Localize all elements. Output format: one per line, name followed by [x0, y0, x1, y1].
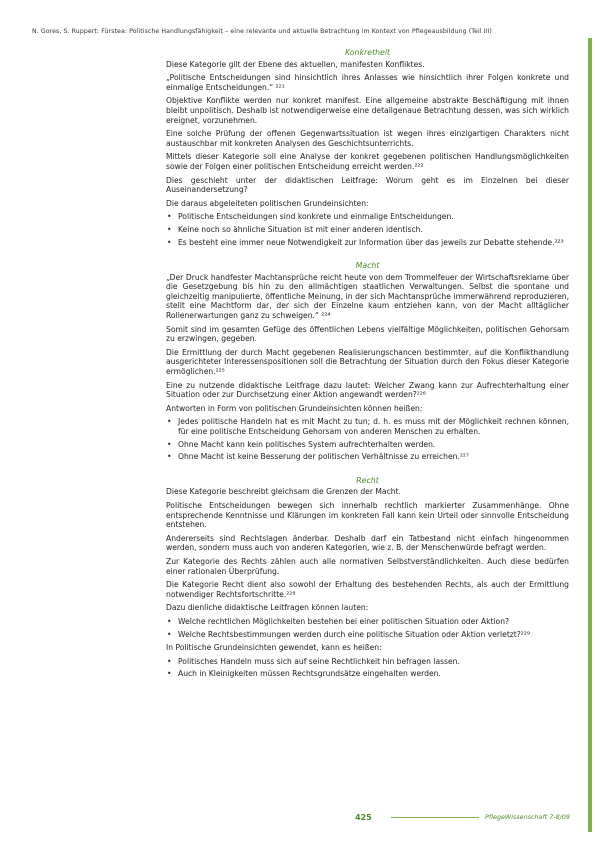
paragraph: Diese Kategorie beschreibt gleichsam die Grenzen der Macht.	[166, 487, 401, 497]
paragraph: Somit sind im gesamten Gefüge des öffentlichen Lebens vielfältige Möglichkeiten, politischen Gehorsam zu erzwingen, gegeben.	[166, 324, 569, 344]
bullet-item: • Keine noch so ähnliche Situation ist mit einer anderen identisch.	[166, 225, 569, 235]
paragraph: „Der Druck handfester Machtansprüche reicht heute von dem Trommelfeuer der Wirtschaftsreklame über die Gesetzgebung bis hin zu den allmächtigen staatlichen Verwaltungen. Selbst die spontane und gleichzeitig manipulierte, öffentliche Meinung, in der sich Machtansprüche immerwährend reproduzieren, stellt eine Machtform dar, der sich der Einzelne kaum entziehen kann, von der Macht alltäglicher Rollenerwartungen ganz zu schweigen.“ ²²⁴	[166, 272, 569, 321]
page-number: 425	[355, 812, 372, 822]
bullet-item: • Welche Rechtsbestimmungen werden durch eine politische Situation oder Aktion verletzt?²²⁹	[166, 630, 569, 640]
paragraph: In Politische Grundeinsichten gewendet, kann es heißen:	[166, 643, 382, 653]
bullet-list	[166, 417, 569, 461]
bullet-item: • Es besteht eine immer neue Notwendigkeit zur Information über das jeweils zur Debatte stehende.²²³	[166, 238, 569, 248]
paragraph: Dazu dienliche didaktische Leitfragen können lauten:	[166, 603, 369, 613]
section-heading: Konkretheit	[344, 48, 391, 57]
footer-rule	[391, 817, 479, 818]
paragraph: Andererseits sind Rechtslagen änderbar. Deshalb darf ein Tatbestand nicht einfach hingenommen werden, sondern muss auch von anderen Kategorien, wie z. B. der Menschenwürde befragt werden.	[166, 533, 569, 553]
bullet-list	[166, 212, 569, 247]
paragraph: „Politische Entscheidungen sind hinsichtlich ihres Anlasses wie hinsichtlich ihrer Folgen konkrete und einmalige Entscheidungen.“ ²²¹	[166, 73, 569, 92]
paragraph: Mittels dieser Kategorie soll eine Analyse der konkret gegebenen politischen Handlungsmöglichkeiten sowie der Folgen einer politischen Entscheidung erreicht werden.²²²	[166, 152, 569, 171]
bullet-list	[166, 657, 569, 679]
bullet-list	[166, 617, 569, 639]
paragraph: Die daraus abgeleiteten politischen Grundeinsichten:	[166, 198, 369, 208]
bullet-item: • Jedes politische Handeln hat es mit Macht zu tun; d. h. es muss mit der Möglichkeit rechnen können, für eine politische Entscheidung Gehorsam von anderen Menschen zu erhalten.	[166, 417, 569, 436]
paragraph: Die Ermittlung der durch Macht gegebenen Realisierungschancen bestimmter, auf die Konflikthandlung ausgerichteter Interessenspositionen soll die Betrachtung der Situation durch den Fokus dieser Kategorie ermöglichen.²²⁵	[166, 347, 569, 377]
bullet-item: • Welche rechtlichen Möglichkeiten bestehen bei einer politischen Situation oder Aktion?	[166, 617, 569, 627]
page-edge-bar	[588, 38, 592, 832]
paragraph: Diese Kategorie gilt der Ebene des aktuellen, manifesten Konfliktes.	[166, 59, 425, 69]
paragraph: Dies geschieht unter der didaktischen Leitfrage: Worum geht es im Einzelnen bei dieser Auseinandersetzung?	[166, 175, 569, 195]
running-header: N. Gores, S. Ruppert: Fürstea: Politische Handlungsfähigkeit – eine relevante und aktuelle Betrachtung im Kontext von Pflegeausbildung (Teil III)	[32, 28, 492, 35]
bullet-item: • Auch in Kleinigkeiten müssen Rechtsgrundsätze eingehalten werden.	[166, 669, 569, 679]
paragraph: Antworten in Form von politischen Grundeinsichten können heißen:	[166, 403, 423, 413]
page-footer	[355, 811, 570, 823]
section-heading: Macht	[355, 261, 380, 271]
bullet-item: • Politisches Handeln muss sich auf seine Rechtlichkeit hin befragen lassen.	[166, 657, 569, 667]
journal-name: PflegeWissenschaft 7-8/09	[485, 813, 570, 821]
section-heading: Recht	[356, 475, 379, 485]
bullet-item: • Ohne Macht ist keine Besserung der politischen Verhältnisse zu erreichen.²²⁷	[166, 452, 569, 462]
bullet-item: • Ohne Macht kann kein politisches System aufrechterhalten werden.	[166, 440, 569, 450]
paragraph: Politische Entscheidungen bewegen sich innerhalb rechtlich markierter Zusammenhänge. Ohne entsprechende Kenntnisse und Klärungen im konkreten Fall kann kein Urteil oder sinnvolle Entscheidung entstehen.	[166, 500, 569, 530]
paragraph: Eine solche Prüfung der offenen Gegenwartssituation ist wegen ihres einzigartigen Charakters nicht austauschbar mit konkreten Analysen des Geschichtsunterrichts.	[166, 129, 569, 148]
paragraph: Objektive Konflikte werden nur konkret manifest. Eine allgemeine abstrakte Beschäftigung mit ihnen bleibt unpolitisch. Deshalb ist notwendigerweise eine detailgenaue Betrachtung dessen, was sich wirklich ereignet, vorzunehmen.	[166, 96, 569, 125]
paragraph: Zur Kategorie des Rechts zählen auch alle normativen Selbstverständlichkeiten. Auch diese bedürfen einer rationalen Überprüfung.	[166, 556, 569, 576]
bullet-item: • Politische Entscheidungen sind konkrete und einmalige Entscheidungen.	[166, 212, 569, 222]
paragraph: Eine zu nutzende didaktische Leitfrage dazu lautet: Welcher Zwang kann zur Aufrechterhaltung einer Situation oder zur Durchsetzung einer Aktion angewandt werden?²²⁶	[166, 380, 569, 400]
paragraph: Die Kategorie Recht dient also sowohl der Erhaltung des bestehenden Rechts, als auch der Ermittlung notwendiger Rechtsfortschritte.²²⁸	[166, 580, 569, 599]
article-body	[166, 48, 569, 683]
